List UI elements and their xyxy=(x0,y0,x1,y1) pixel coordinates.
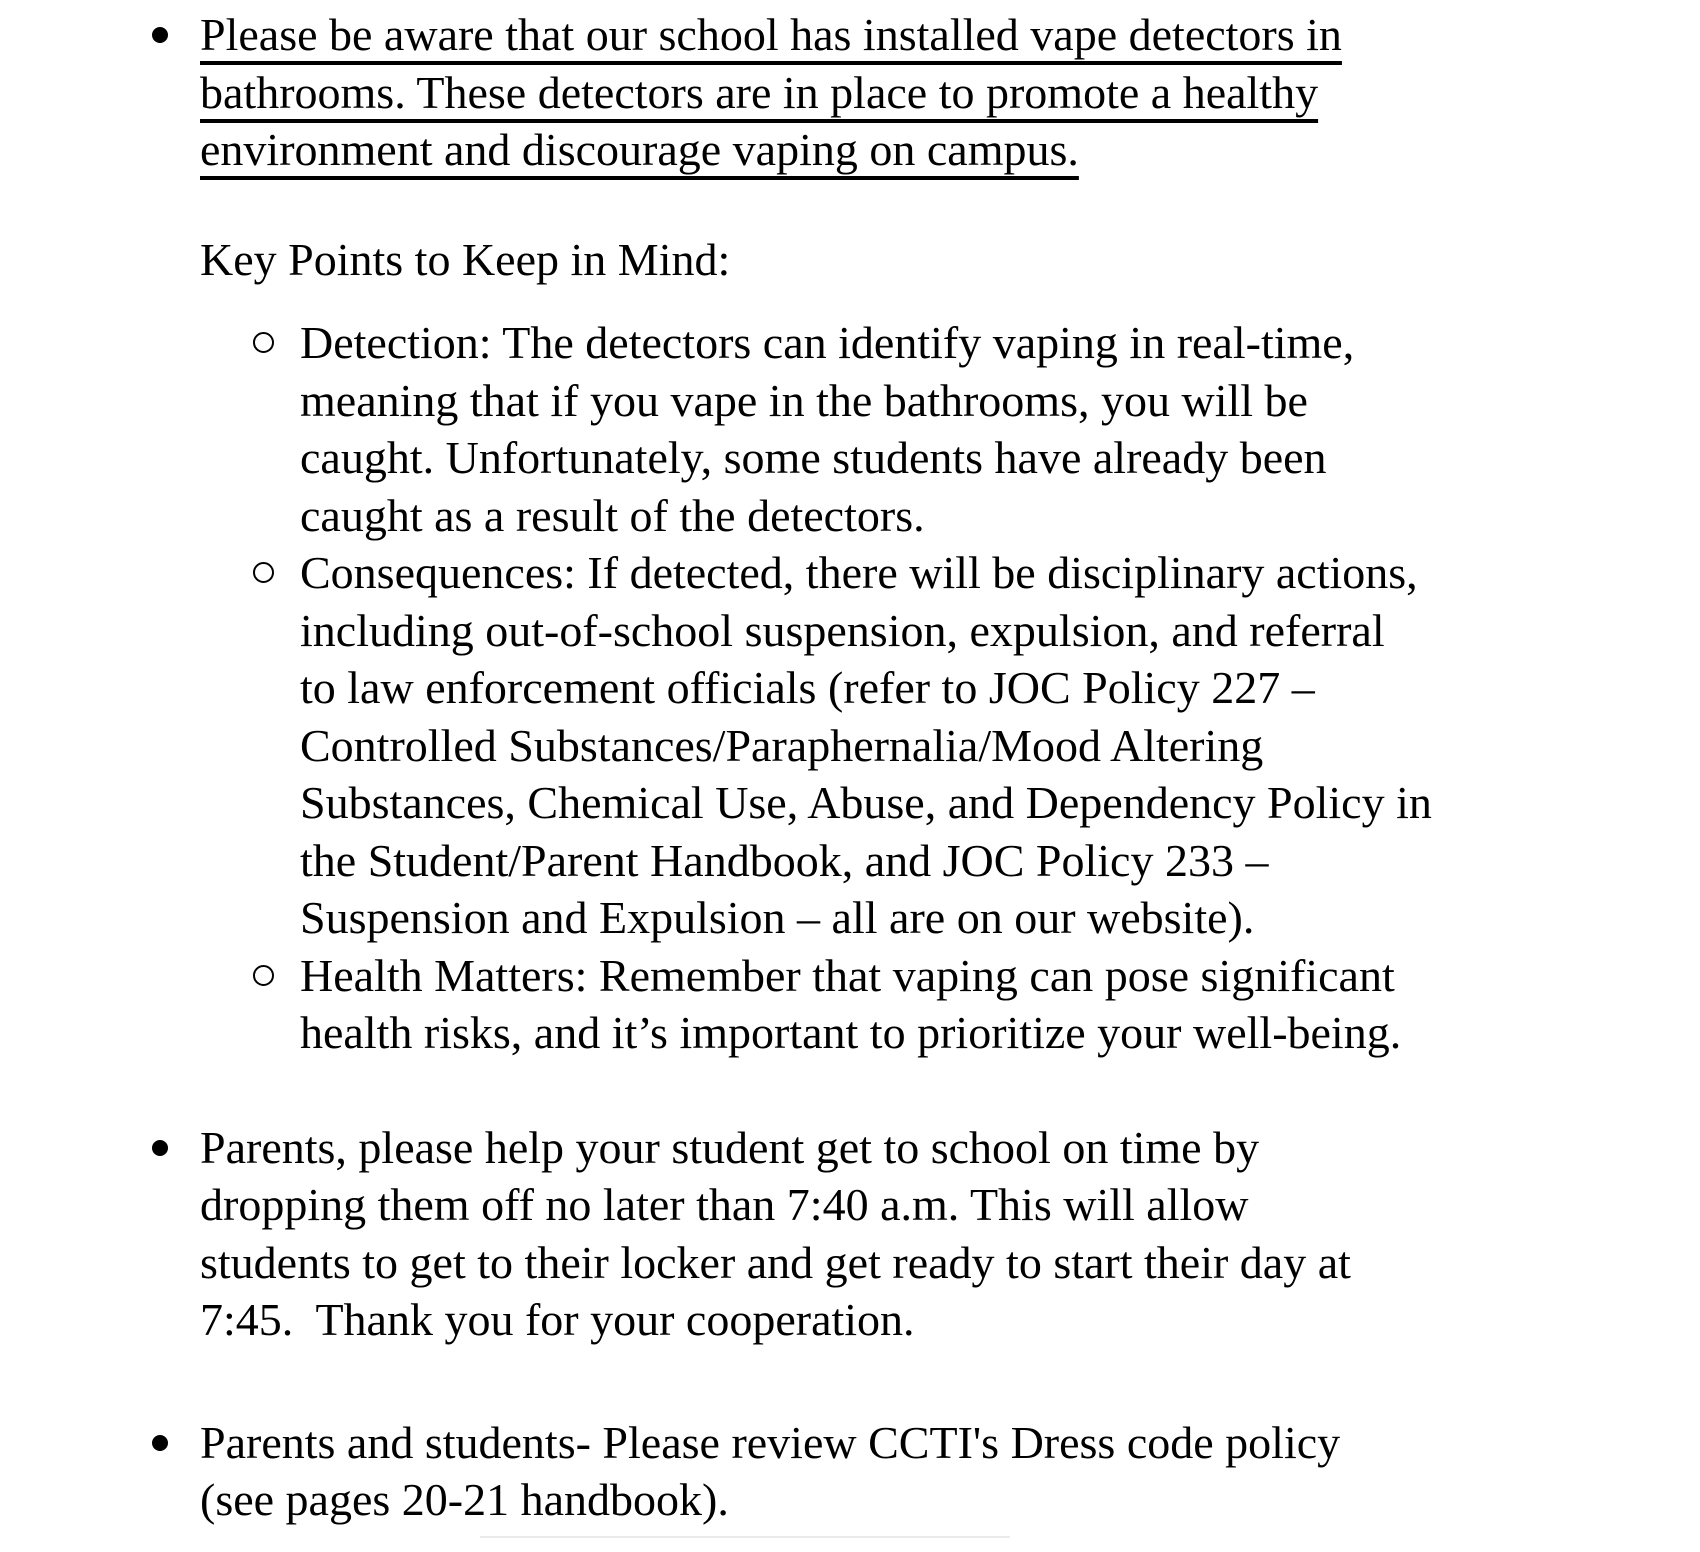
heading-key-points xyxy=(0,231,1700,289)
text-line: (see pages 20-21 handbook). xyxy=(200,1474,729,1525)
text-line: Suspension and Expulsion – all are on our website). xyxy=(300,892,1255,943)
circle-bullet-icon xyxy=(253,965,274,986)
text-line: students to get to their locker and get ready to start their day at xyxy=(200,1236,1351,1288)
text-line: Please be aware that our school has installed vape detectors in xyxy=(200,9,1342,60)
text-line: Health Matters: Remember that vaping can pose significant xyxy=(300,949,1395,1001)
heading-text: Key Points to Keep in Mind: xyxy=(200,233,731,285)
text-line: including out-of-school suspension, expulsion, and referral xyxy=(300,604,1385,656)
sub-bullet-health-matters xyxy=(0,947,1700,1062)
text-line: Consequences: If detected, there will be disciplinary actions, xyxy=(300,547,1418,598)
sub-bullet-detection xyxy=(0,314,1700,544)
text-line: Controlled Substances/Paraphernalia/Mood Altering xyxy=(300,719,1264,771)
circle-bullet-icon xyxy=(253,562,274,583)
sub-bullet-consequences xyxy=(0,544,1700,947)
text-line: to law enforcement officials (refer to JOC Policy 227 – xyxy=(300,662,1315,713)
filled-bullet-icon xyxy=(152,27,168,43)
text-line: environment and discourage vaping on campus. xyxy=(200,124,1079,175)
text-line: Parents, please help your student get to school on time by xyxy=(200,1121,1260,1173)
text-line: caught as a result of the detectors. xyxy=(300,489,925,541)
scan-artifact-line xyxy=(480,1536,1010,1538)
bullet-item-vape-detectors xyxy=(0,6,1700,179)
text-line: dropping them off no later than 7:40 a.m. This will allow xyxy=(200,1179,1249,1230)
text-line: 7:45. Thank you for your cooperation. xyxy=(200,1294,915,1345)
bullet-item-arrival-time xyxy=(0,1119,1700,1349)
text-line: Substances, Chemical Use, Abuse, and Dependency Policy in xyxy=(300,777,1432,828)
text-line: Detection: The detectors can identify vaping in real-time, xyxy=(300,317,1355,368)
text-line: caught. Unfortunately, some students have already been xyxy=(300,432,1327,483)
text-line: Parents and students- Please review CCTI's Dress code policy xyxy=(200,1416,1341,1468)
text-line: health risks, and it’s important to prioritize your well-being. xyxy=(300,1007,1402,1058)
text-line: the Student/Parent Handbook, and JOC Policy 233 – xyxy=(300,834,1269,886)
text-line: meaning that if you vape in the bathrooms, you will be xyxy=(300,374,1308,426)
filled-bullet-icon xyxy=(152,1140,168,1156)
filled-bullet-icon xyxy=(152,1435,168,1451)
circle-bullet-icon xyxy=(253,332,274,353)
text-line: bathrooms. These detectors are in place to promote a healthy xyxy=(200,66,1319,118)
bullet-item-dress-code xyxy=(0,1414,1700,1529)
